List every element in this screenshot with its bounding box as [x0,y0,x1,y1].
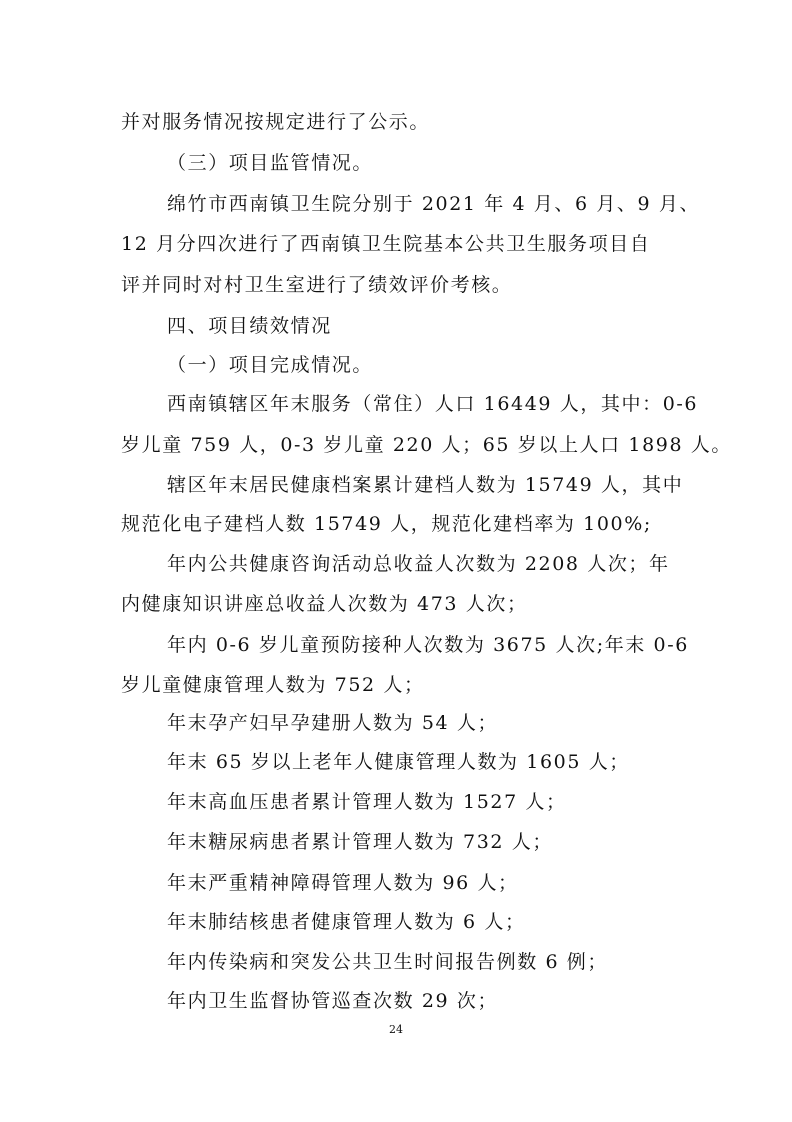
text-line: 规范化电子建档人数 15749 人，规范化建档率为 100%; [121,513,652,535]
text-line: 年末严重精神障碍管理人数为 96 人； [167,872,519,894]
text-line: 并对服务情况按规定进行了公示。 [121,111,431,133]
section-heading: 四、项目绩效情况 [167,315,332,337]
text-line: 年内卫生监督协管巡查次数 29 次； [167,990,499,1012]
text-line: 评并同时对村卫生室进行了绩效评价考核。 [121,274,513,296]
text-line: 年末高血压患者累计管理人数为 1527 人； [167,791,567,813]
text-line: 内健康知识讲座总收益人次数为 473 人次； [121,593,528,615]
text-line: 年末 65 岁以上老年人健康管理人数为 1605 人； [167,751,630,773]
text-line: 绵竹市西南镇卫生院分别于 2021 年 4 月、6 月、9 月、 [167,193,701,215]
text-line: 西南镇辖区年末服务（常住）人口 16449 人，其中：0-6 [167,393,699,415]
text-line: 年末肺结核患者健康管理人数为 6 人； [167,911,526,933]
text-line: 年末糖尿病患者累计管理人数为 732 人； [167,831,553,853]
section-heading: （三）项目监管情况。 [167,152,374,174]
text-line: 岁儿童健康管理人数为 752 人； [121,674,425,696]
text-line: 年末孕产妇早孕建册人数为 54 人； [167,712,499,734]
text-line: 辖区年末居民健康档案累计建档人数为 15749 人，其中 [167,474,684,496]
section-heading: （一）项目完成情况。 [167,354,374,376]
text-line: 年内 0-6 岁儿童预防接种人次数为 3675 人次;年末 0-6 [167,634,689,656]
text-line: 年内传染病和突发公共卫生时间报告例数 6 例； [167,951,608,973]
page-number: 24 [389,1023,403,1036]
text-line: 12 月分四次进行了西南镇卫生院基本公共卫生服务项目自 [121,233,651,255]
text-line: 年内公共健康咨询活动总收益人次数为 2208 人次；年 [167,553,670,575]
text-line: 岁儿童 759 人，0-3 岁儿童 220 人；65 岁以上人口 1898 人。 [121,434,732,456]
